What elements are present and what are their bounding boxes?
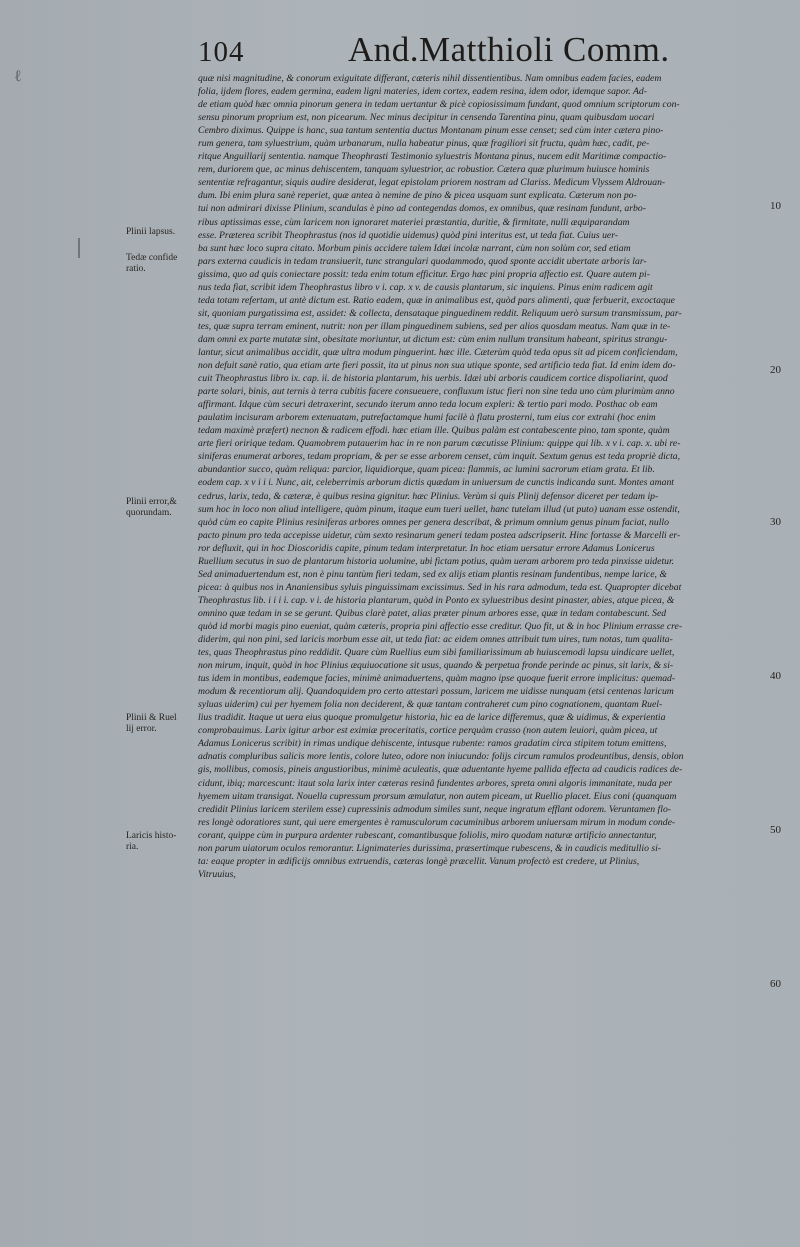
line-number: 60 — [770, 978, 781, 990]
margin-note-plinii-ruellii-error: Plinii & Ruel lij error. — [126, 713, 177, 734]
margin-note-tedae-ratio: Tedæ confide ratio. — [126, 253, 178, 274]
running-title: And.Matthioli Comm. — [348, 30, 670, 69]
margin-note-plinii-error: Plinii error,& quorundam. — [126, 497, 177, 518]
margin-note-laricis-historia: Laricis histo- ria. — [126, 831, 177, 852]
line-number: 50 — [770, 824, 781, 836]
margin-note-plinii-lapsus: Plinii lapsus. — [126, 227, 176, 237]
edge-ink-mark: ℓ — [14, 68, 22, 85]
line-number: 10 — [770, 200, 781, 212]
edge-ink-bar — [78, 238, 80, 258]
line-number: 20 — [770, 364, 781, 376]
line-number: 30 — [770, 516, 781, 528]
page-header — [198, 30, 788, 78]
page-number: 104 — [198, 36, 245, 68]
line-number: 40 — [770, 670, 781, 682]
commentary-text: quæ nisi magnitudine, & conorum exiguitate differant, cæteris nihil dissentientibus. Nam omnibus eadem facies, eadem folia, ijdem flores, eadem germina, eadem ligni materies, idem cortex, eadem resina, idem odor, idemque sapor. Ad- de etiam quòd hæc omnia pinorum genera in tedam uertantur & picè copiosissimam fundant, quod omnium scriptorum con- sensu pinorum proprium est, non picearum. Nec minus decipitur in censenda Tarentina pinu, quam quibusdam uocari Cembro diximus. Quippe is hanc, sua tantum sententia ductus Montanam pinum esse censet; sed cùm inter cætera pino- rum genera, tam syluestrium, quàm urbanarum, nulla habeatur pinus, quæ fragiliori sit fructu, quàm hæc, cadit, pe- ritque Anguillarij sententia. namque Theophrasti Testimonio syluestris Montana pinus, nucem edit Maritimæ compactio- rem, duriorem que, ac minus dehiscentem, tanquam syluestrior, ac robustior. Cætera quæ plurimum huiusce hominis sententiæ refragantur, siquis audire desiderat, legat epistolam priorem nostram ad Clariss. Medicum Vlyssem Aldrouan- dum. Ibi enim plura sanè reperiet, quæ antea à nemine de pino & picea usquam sunt explicata. Cæterum non po- tui non admirari dixisse Plinium, scandulas è pino ad contegendas domos, ex omnibus, quæ resinam fundunt, arbo- ribus aptissimas esse, cùm laricem non ignoraret materiei præstantia, duritie, & firmitate, nulli æquiparandam esse. Præterea scribit Theophrastus (nos id quotidie uidemus) quòd pini interitus est, ut teda fiat. Cuius uer- ba sunt hæc loco supra citato. Morbum pinis accidere talem Idæi incolæ narrant, cùm non solùm cor, sed etiam pars externa caudicis in tedam transiuerit, tunc strangulari quodammodo, quod sponte accidit ubertate arboris lar- gissima, quo ad quis coniectare possit: teda enim totum efficitur. Ergo hæc pini propria affectio est. Quare autem pi- nus teda fiat, scribit idem Theophrastus libro v i. cap. x v. de causis plantarum, sic inquiens. Pinus enim radicem agit teda totam refertam, ut antè dictum est. Ratio eadem, quæ in animalibus est, quòd pars alimenti, quæ ferbuerit, excoctaque sit, quoniam purgatissima est, assidet: & collecta, densataque pinguedinem reddit. Reliquum uerò sursum transmissum, par- tes, quæ supra terram eminent, nutrit: non per illam pinguedinem subiens, sed per alios quosdam meatus. Nam quæ in te- dam omni ex parte mutatæ sint, obesitate moriuntur, ut dictum est: cùm enim nullum transitum habeant, spiritus strangu- lantur, sicut animalibus accidit, quæ ultra modum pinguerint. hæc ille. Cæterùm quòd teda opus sit ad picem conficiendam, non defuit sanè ratio, qua etiam arte fieri possit, ita ut pinus non sua utique sponte, sed artificio teda fiat. Id enim idem do- cuit Theophrastus libro ix. cap. ii. de historia plantarum, his uerbis. Idæi ubi arboris caudicem cortice dispoliarint, quod parte solari, binis, aut ternis à terra cubitis facere consueuere, confluxum istuc fieri non sine teda uno cùm plurimùm anno affirmant. Idque cùm securi detraxerint, secundo iterum anno teda locum expleri: & tertio pari modo. Posthac ob eam paulatim incisuram arborem extenuatam, putrefactamque humi facilè à flatu prosterni, tum eius cor extrahi (hoc enim tedam maximè præfert) necnon & radicem effodi. hæc etiam ille. Quibus palàm est contabescente pino, tam sponte, quàm arte fieri oririque tedam. Quamobrem putauerim hac in re non parum cæcutisse Plinium: quippe qui lib. x v i. cap. x. ubi re- siniferas enumerat arbores, tedam propriam, & per se esse arborem censet, cùm inquit. Sextum genus est teda propriè dicta, abundantior succo, quàm reliqua: parcior, liquidiorque, quam picea: flammis, ac lumini sacrorum etiam grata. Et lib. eodem cap. x v i i i. Nunc, ait, celeberrimis arborum dictis quædam in uniuersum de cunctis indicanda sunt. Montes amant cedrus, larix, teda, & cæteræ, è quibus resina gignitur. hæc Plinius. Verùm si quis Plinij defensor diceret per tedam ip- sum hoc in loco non aliud intelligere, quàm pinum, itaque eum tueri uellet, hanc tutelam illud (ut puto) uanam esse ostendit, quòd cùm eo capite Plinius resiniferas arbores omnes per genera describat, & primum omnium genus pinum faciat, nullo pacto pinum pro teda accepisse uidetur, cùm sexto resinarum generi tedam postea adscripserit. Hinc fortasse & Marcelli er- ror defluxit, qui in hoc Dioscoridis capite, pinum tedam interpretatur. In hoc etiam uersatur errore Adamus Lonicerus Ruellium secutus in suo de plantarum historia uolumine, ubi fictam potius, quàm ueram arborem pro teda pinxisse uidetur. Sed animaduertendum est, non è pinu tantùm fieri tedam, sed ex alijs etiam plantis resinam fundentibus, nempe larice, & picea: à quibus nos in Ananiensibus syluis pinguissimam excissimus. Sed in his rara admodum, teda est. Quapropter dicebat Theophrastus lib. i i i i. cap. v i. de historia plantarum, quòd in Ponto ex syluestribus desint pinaster, abies, atque picea, & omnino quæ tedam in se se gerunt. Quibus clarè patet, alias præter pinum arbores esse, quæ in tedam contabescunt. Sed quòd id morbi magis pino eueniat, quàm cæteris, propria pini affectio esse creditur. Quo fit, ut & in hoc Plinium errasse cre- diderim, qui non pini, sed laricis morbum esse ait, ut teda fiat: ac eidem omnes attribuit tum uires, tum notas, tum qualita- tes, quas Theophrastus pino reddidit. Quare cùm Ruellius eum sibi familiarissimum ab huiuscemodi lapsu uindicare uellet, non mirum, inquit, quòd in hoc Plinius æquiuocatione sit usus, quando & perpetua fronde perinde ac pinus, sit larix, & si- tus idem in montibus, eademque facies, minimè animaduertens, quàm magno ipse quoque fuerit errore implicitus: quemad- modum & recentiorum alij. Quandoquidem pro certo attestari possum, laricem me uidisse nunquam (etsi centenas laricum syluas uiderim) cui per hyemem folia non deciderent, & quæ tantam contraheret cum pino cognationem, quantam Ruel- lius tradidit. Itaque ut uera eius quoque promulgetur historia, hic ea de larice differemus, quæ & uidimus, & experientia comprobauimus. Larix igitur arbor est eximiæ proceritatis, cortice perquàm crasso (non autem leuiori, quàm picea, ut Adamus Lonicerus scribit) in rimas undique dehiscente, intusque rubente: ramos gradatim circa stipitem totum emittens, adnatis compluribus salicis more lentis, colore luteo, odore non iniucundo: folijs circum ramulos prodeuntibus, densis, oblon gis, mollibus, comosis, pineis angustioribus, minimè aculeatis, quæ aduentante hyeme pallida effecta ad caudicis radices de- cidunt, ibiq; marcescunt: itaut sola larix inter cæteras resinâ fundentes arbores, spreta omni algoris immanitate, nuda per hyemem uitam transigat. Nouella cupressum prorsum æmulatur, non autem piceam, ut Ruellio placet. Eius coni (quanquam credidit Plinius laricem sterilem esse) cupressinis admodum similes sunt, neque ingratum efflant odorem. Veruntamen flo- res longè odoratiores sunt, qui uere emergentes è ramusculorum cacuminibus arborem uniuersam mirum in modum conde- corant, quippe cùm in purpura ardenter rubescant, comantibusque foliolis, miro quodam naturæ artificio annectantur, non parum uiatorum oculos remorantur. Lignimateries durissima, præsertimque rubescens, & in caudicis meditullio si- ta: eaque propter in ædificijs omnibus extruendis, cæteras longè præcellit. Vanum profectò est credere, ut Plinius, Vitruuius, — [198, 73, 684, 880]
